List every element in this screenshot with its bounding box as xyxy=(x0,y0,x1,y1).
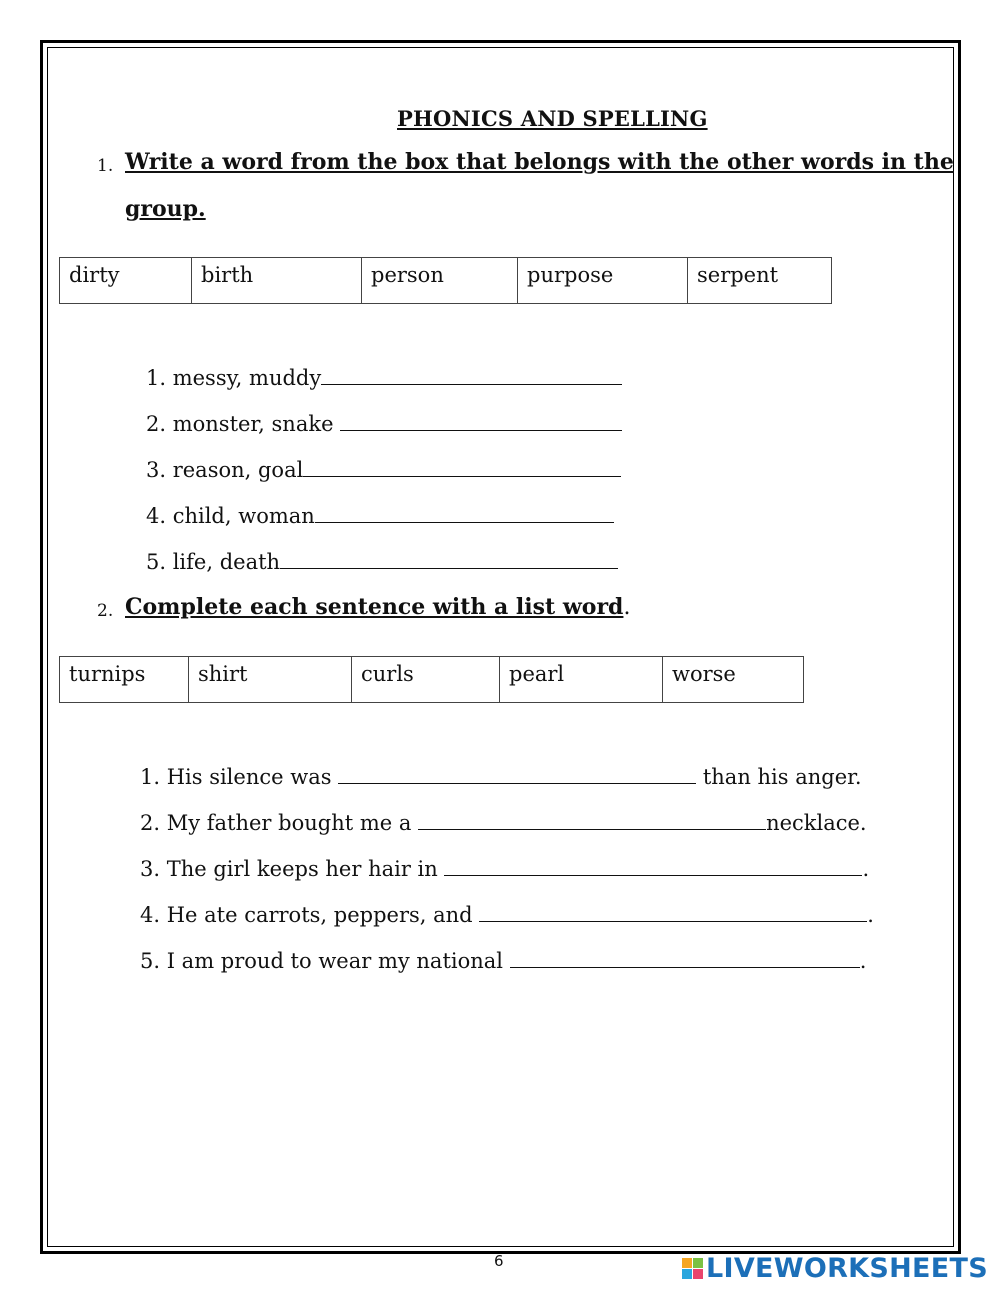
word-box-1-cell: person xyxy=(362,258,518,304)
answer-blank[interactable] xyxy=(418,811,766,830)
word-box-2-cell: shirt xyxy=(189,657,352,703)
question-1-item-2 xyxy=(146,412,622,436)
word-box-2 xyxy=(59,656,804,703)
logo-text: LIVEWORKSHEETS xyxy=(705,1253,988,1284)
word-box-1-cell: purpose xyxy=(518,258,688,304)
word-box-1 xyxy=(59,257,832,304)
page-border xyxy=(40,40,961,1254)
question-2-item-2 xyxy=(140,811,867,835)
question-1-item-1 xyxy=(146,366,622,390)
sentence-end: . xyxy=(859,949,867,973)
answer-blank[interactable] xyxy=(338,765,696,784)
logo-square xyxy=(682,1258,692,1268)
answer-blank[interactable] xyxy=(315,504,614,523)
sentence-end: . xyxy=(867,903,874,927)
question-1-instruction-line2: group. xyxy=(125,196,206,222)
liveworksheets-logo[interactable] xyxy=(682,1253,988,1284)
question-1-item-4 xyxy=(146,504,614,528)
word-box-2-cell: worse xyxy=(663,657,804,703)
logo-square xyxy=(693,1269,703,1279)
page-inner-border xyxy=(47,47,954,1247)
sentence-start: 5. I am proud to wear my national xyxy=(140,949,510,973)
sentence-start: 2. My father bought me a xyxy=(140,811,419,835)
question-2-item-5 xyxy=(140,949,866,973)
question-2-item-1 xyxy=(140,765,862,789)
question-1-item-5 xyxy=(146,550,618,574)
question-1-item-3 xyxy=(146,458,621,482)
answer-blank[interactable] xyxy=(280,550,618,569)
answer-blank[interactable] xyxy=(444,857,862,876)
page-title: PHONICS AND SPELLING xyxy=(397,106,708,131)
word-box-1-cell: serpent xyxy=(688,258,832,304)
sentence-start: 1. His silence was xyxy=(140,765,339,789)
item-text: 3. reason, goal xyxy=(146,458,304,482)
answer-blank[interactable] xyxy=(303,458,621,477)
question-2-number: 2. xyxy=(97,601,114,621)
item-text: 4. child, woman xyxy=(146,504,315,528)
word-box-2-cell: turnips xyxy=(60,657,189,703)
question-1-number: 1. xyxy=(97,156,114,176)
question-2-instruction xyxy=(125,594,630,620)
question-2-item-3 xyxy=(140,857,869,881)
sentence-end: . xyxy=(862,857,870,881)
sentence-start: 3. The girl keeps her hair in xyxy=(140,857,445,881)
sentence-start: 4. He ate carrots, peppers, and xyxy=(140,903,480,927)
page-number: 6 xyxy=(494,1252,504,1270)
word-box-1-cell: dirty xyxy=(60,258,192,304)
question-2-instruction-period: . xyxy=(623,595,631,620)
question-2-item-4 xyxy=(140,903,874,927)
question-2-instruction-text: Complete each sentence with a list word xyxy=(125,594,624,620)
question-1-instruction-line1: Write a word from the box that belongs with the other words in the xyxy=(125,149,954,175)
word-box-1-cell: birth xyxy=(192,258,362,304)
sentence-end: necklace. xyxy=(766,811,867,835)
liveworksheets-logo-icon xyxy=(682,1258,703,1279)
item-text: 2. monster, snake xyxy=(146,412,341,436)
answer-blank[interactable] xyxy=(510,949,860,968)
answer-blank[interactable] xyxy=(479,903,867,922)
answer-blank[interactable] xyxy=(340,412,622,431)
word-box-2-cell: curls xyxy=(352,657,500,703)
sentence-end: than his anger. xyxy=(696,765,862,789)
answer-blank[interactable] xyxy=(321,366,622,385)
item-text: 1. messy, muddy xyxy=(146,366,322,390)
logo-square xyxy=(682,1269,692,1279)
item-text: 5. life, death xyxy=(146,550,281,574)
logo-square xyxy=(693,1258,703,1268)
word-box-2-cell: pearl xyxy=(500,657,663,703)
